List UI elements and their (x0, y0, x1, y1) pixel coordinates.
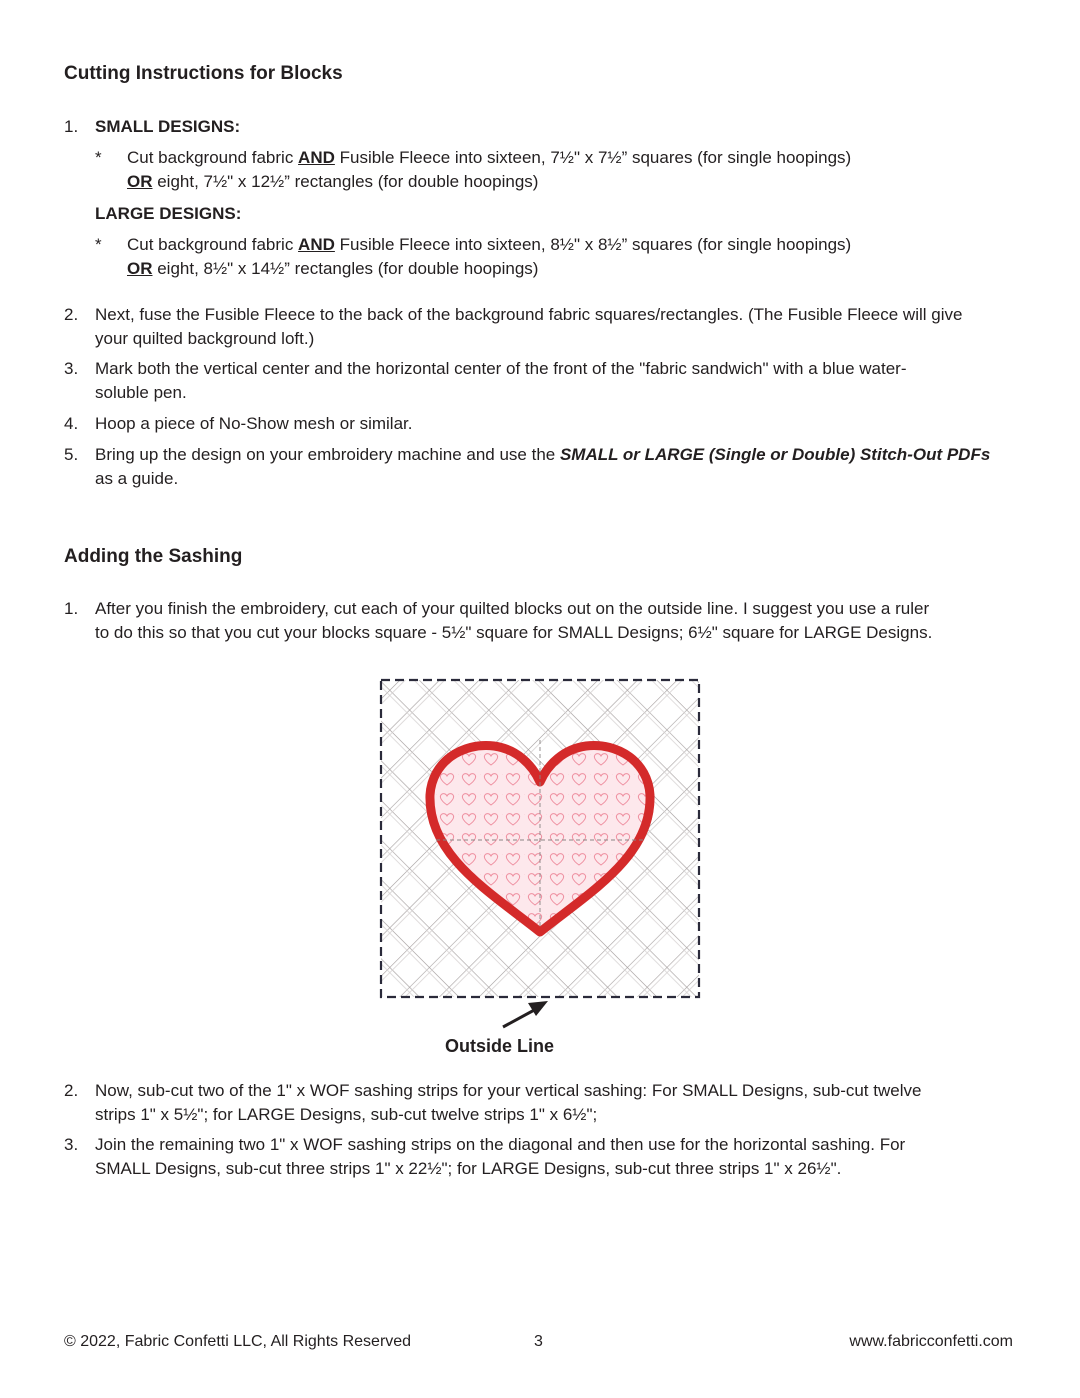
list-number: 3. (64, 359, 79, 378)
list-number: 3. (64, 1135, 79, 1154)
large-designs-instruction-line2: OR eight, 8½" x 14½” rectangles (for double hoopings) (127, 259, 539, 278)
small-designs-instruction-line2: OR eight, 7½" x 12½” rectangles (for double hoopings) (127, 172, 539, 191)
sashing-step-1-line1: After you finish the embroidery, cut each of your quilted blocks out on the outside line. I suggest you use a ruler (95, 599, 930, 618)
bullet: * (95, 148, 102, 167)
footer-website-link[interactable]: www.fabricconfetti.com (849, 1333, 1013, 1350)
step-5-line2: as a guide. (95, 469, 179, 488)
footer-copyright: © 2022, Fabric Confetti LLC, All Rights Reserved (64, 1333, 412, 1350)
small-designs-instruction-line1: Cut background fabric AND Fusible Fleece into sixteen, 7½" x 7½” squares (for single hoopings) (127, 148, 852, 167)
sashing-step-3-line1: Join the remaining two 1" x WOF sashing strips on the diagonal and then use for the horizontal sashing. For (95, 1135, 906, 1154)
small-designs-label: SMALL DESIGNS: (95, 117, 241, 136)
sashing-step-3-line2: SMALL Designs, sub-cut three strips 1" x 22½"; for LARGE Designs, sub-cut three strips 1" x 26½". (95, 1159, 842, 1178)
section-heading-cutting: Cutting Instructions for Blocks (64, 63, 343, 84)
list-number: 1. (64, 117, 79, 136)
large-designs-instruction-line1: Cut background fabric AND Fusible Fleece into sixteen, 8½" x 8½” squares (for single hoopings) (127, 235, 852, 254)
step-5-line1: Bring up the design on your embroidery machine and use the SMALL or LARGE (Single or Double) Stitch-Out PDFs (95, 445, 991, 464)
step-3-line1: Mark both the vertical center and the horizontal center of the front of the "fabric sandwich" with a blue water- (95, 359, 907, 378)
sashing-step-2-line1: Now, sub-cut two of the 1" x WOF sashing strips for your vertical sashing: For SMALL Designs, sub-cut twelve (95, 1081, 922, 1100)
quilt-block-figure (370, 670, 710, 1070)
list-number: 5. (64, 445, 79, 464)
page-number: 3 (534, 1333, 543, 1350)
figure-label: Outside Line (445, 1036, 555, 1056)
step-3-line2: soluble pen. (95, 383, 187, 402)
step-4-line1: Hoop a piece of No-Show mesh or similar. (95, 414, 413, 433)
large-designs-label: LARGE DESIGNS: (95, 204, 242, 223)
list-number: 1. (64, 599, 79, 618)
list-number: 4. (64, 414, 79, 433)
arrow-icon (503, 1001, 548, 1027)
section-heading-sashing: Adding the Sashing (64, 546, 243, 567)
sashing-step-2-line2: strips 1" x 5½"; for LARGE Designs, sub-cut twelve strips 1" x 6½"; (95, 1105, 598, 1124)
sashing-step-1-line2: to do this so that you cut your blocks square - 5½" square for SMALL Designs; 6½" square for LARGE Designs. (95, 623, 933, 642)
step-2-line2: your quilted background loft.) (95, 329, 315, 348)
bullet: * (95, 235, 102, 254)
step-2-line1: Next, fuse the Fusible Fleece to the back of the background fabric squares/rectangles. (The Fusible Fleece will give (95, 305, 963, 324)
list-number: 2. (64, 1081, 79, 1100)
list-number: 2. (64, 305, 79, 324)
